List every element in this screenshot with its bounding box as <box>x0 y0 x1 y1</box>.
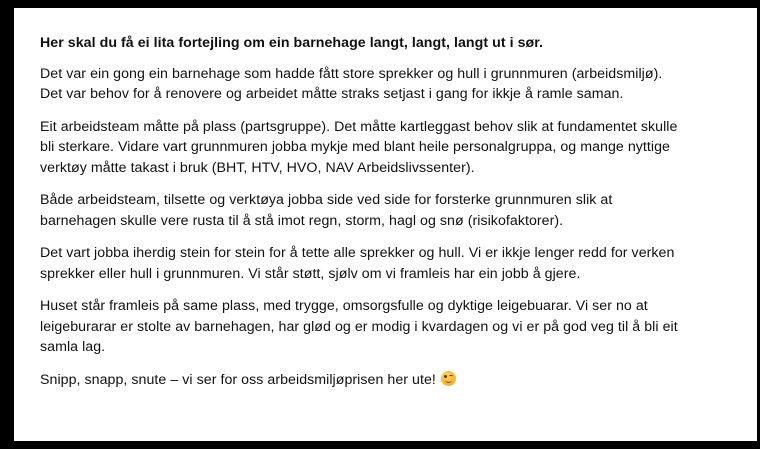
document-heading: Her skal du få ei lita fortejling om ein barnehage langt, langt, langt ut i sør. <box>40 35 544 51</box>
document-page <box>14 8 757 441</box>
text-line: samla lag. <box>40 339 106 355</box>
text-line: Det vart jobba iherdig stein for stein for å tette alle sprekker og hull. Vi er ikkje lenger redd for verken <box>40 245 675 261</box>
text-line: leigeburarar er stolte av barnehagen, har glød og er modig i kvardagen og vi er på god veg til å bli eit <box>40 318 678 335</box>
wink-eye <box>449 375 453 378</box>
winking-face-emoji-icon <box>441 371 456 386</box>
text-line: verktøy måtte takast i bruk (BHT, HTV, HVO, NAV Arbeidslivssenter). <box>40 159 475 176</box>
closing-line <box>40 370 740 391</box>
document-body <box>40 33 740 402</box>
paragraph-2 <box>40 117 740 179</box>
closing-text: Snipp, snapp, snute – vi ser for oss arbeidsmiljøprisen her ute! <box>40 371 436 388</box>
text-line: sprekker eller hull i grunnmuren. Vi står støtt, sjølv om vi framleis har ein jobb å gjere. <box>40 265 581 282</box>
text-line: Det var ein gong ein barnehage som hadde fått store sprekker og hull i grunnmuren (arbeidsmiljø). <box>40 65 663 82</box>
text-line: Både arbeidsteam, tilsette og verktøya jobba side ved side for forsterke grunnmuren slik at <box>40 192 613 208</box>
text-line: bli sterkare. Vidare vart grunnmuren jobba mykje med blant heile personalgruppa, og mange nyttige <box>40 139 670 155</box>
paragraph-5 <box>40 296 740 358</box>
text-line: Det var behov for å renovere og arbeidet måtte straks setjast i gang for ikkje å ramle saman. <box>40 86 624 102</box>
paragraph-1 <box>40 64 740 105</box>
paragraph-3 <box>40 190 740 231</box>
paragraph-4 <box>40 243 740 284</box>
text-line: Eit arbeidsteam måtte på plass (partsgruppe). Det måtte kartleggast behov slik at fundamentet skulle <box>40 118 678 135</box>
paragraph-6 <box>40 370 740 391</box>
text-line: barnehagen skulle vere rusta til å stå imot regn, storm, hagl og snø (risikofaktorer). <box>40 212 564 229</box>
text-line: Huset står framleis på same plass, med trygge, omsorgsfulle og dyktige leigebuarar. Vi ser no at <box>40 298 648 314</box>
